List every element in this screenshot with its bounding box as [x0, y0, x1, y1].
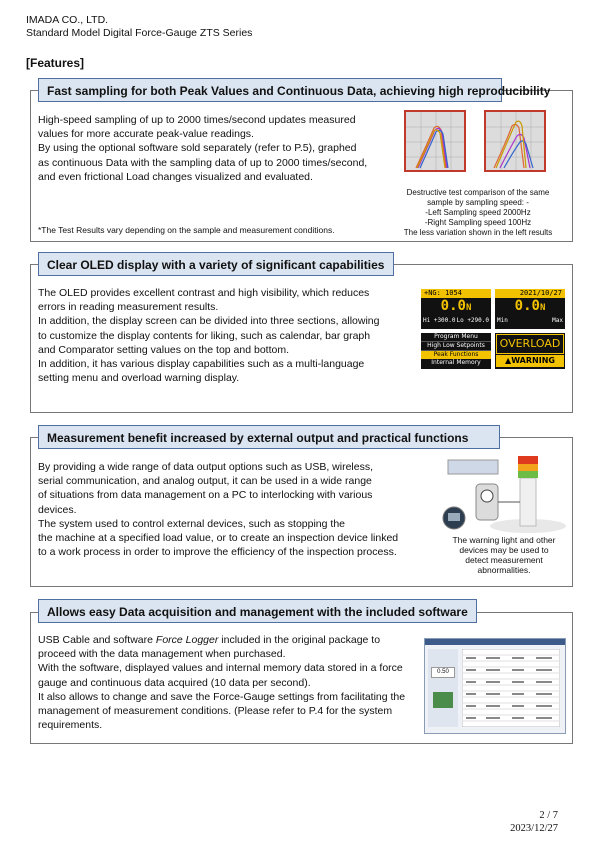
- oled-menu-item: Program Menu: [421, 333, 491, 342]
- graph-caption: Destructive test comparison of the same sample by sampling speed: - -Left Sampling speed 2000Hz -Right Sampling speed 100Hz The less variation shown in the left results: [403, 188, 553, 237]
- oled-bar-graph: Min Max: [497, 317, 563, 324]
- software-titlebar: [425, 639, 565, 645]
- section-oled-text: The OLED provides excellent contrast and high visibility, which reduces errors in reading measurement results. In addition, the display screen can be divided into three sections, allowing to customize the display contents for liking, such as calendar, bar graph and Comparator setting values on the top and bottom. In addition, it has various display capabilities such as a multi-language setting menu and overload warning display.: [38, 287, 380, 385]
- oled-date: 2021/10/27: [495, 289, 565, 298]
- oled-menu-item-selected: Peak Functions: [421, 351, 491, 359]
- graph-100hz: [484, 110, 546, 172]
- test-results-footnote: *The Test Results vary depending on the sample and measurement conditions.: [38, 225, 335, 235]
- software-side-panel: [428, 649, 458, 727]
- section-software-title: Allows easy Data acquisition and management with the included software: [38, 599, 477, 623]
- oled-setpoints: Hi +300.0 Lo +290.0: [423, 317, 489, 324]
- oled-readout: 0.0N: [514, 298, 546, 314]
- software-value-display: 0.50: [431, 667, 455, 678]
- oled-screen-peak: [421, 289, 491, 329]
- section-sampling-title: Fast sampling for both Peak Values and Continuous Data, achieving high reproducibility: [38, 78, 502, 102]
- graph-100hz-curves: [486, 112, 544, 170]
- warning-icon: ▲: [505, 356, 512, 365]
- oled-menu-item: High Low Setpoints: [421, 342, 491, 351]
- warning-light-caption: The warning light and other devices may be used to detect measurement abnormalities.: [452, 535, 556, 575]
- graph-2000hz-curves: [406, 112, 464, 170]
- oled-ng-count: +NG: 1054: [421, 289, 491, 298]
- oled-overload-screen: [495, 333, 565, 369]
- document-subtitle: Standard Model Digital Force-Gauge ZTS Series: [26, 27, 253, 39]
- oled-menu-item: Internal Memory: [431, 359, 481, 366]
- page-number: 2 / 7: [539, 810, 558, 821]
- oled-screen-date: [495, 289, 565, 329]
- software-start-button: [433, 692, 453, 708]
- oled-menu-screen: [421, 333, 491, 369]
- section-sampling-text: High-speed sampling of up to 2000 times/second updates measured values for more accurate peak-value readings. By using the optional software sold separately (refer to P.5), graphed as continuous Data with the sampling data of up to 2000 times/second, and even frictional Load changes visualized and evaluated.: [38, 114, 368, 183]
- company-name: IMADA CO., LTD.: [26, 14, 109, 26]
- document-date: 2023/12/27: [510, 823, 558, 834]
- oled-warning-banner: ▲WARNING: [496, 355, 564, 367]
- oled-peak-readout: 0.0N: [440, 298, 472, 314]
- warning-light-setup-illustration: [438, 456, 568, 536]
- software-data-table: [462, 649, 560, 727]
- section-software-text: USB Cable and software Force Logger included in the original package to proceed with the data management when purchased. With the software, displayed values and internal memory data stored in a force gauge and continuous data acquired (10 data per second). It also allows to change and save the Force-Gauge settings from facilitating the management of measurement conditions. (Please refer to P.4 for the system requirements.: [38, 634, 406, 732]
- section-output-text: By providing a wide range of data output options such as USB, wireless, serial communication, and analog output, it can be used in a wide range of situations from data management on a PC to interlocking with various devices. The system used to control external devices, such as stopping the the machine at a specified load value, or to create an inspection device linked to a work process in order to improve the efficiency of the inspection process.: [38, 461, 399, 559]
- software-screenshot: [424, 638, 566, 734]
- features-heading: [Features]: [26, 56, 85, 70]
- section-output-title: Measurement benefit increased by external output and practical functions: [38, 425, 500, 449]
- section-oled-title: Clear OLED display with a variety of significant capabilities: [38, 252, 394, 276]
- oled-overload-label: OVERLOAD: [496, 334, 564, 354]
- graph-2000hz: [404, 110, 466, 172]
